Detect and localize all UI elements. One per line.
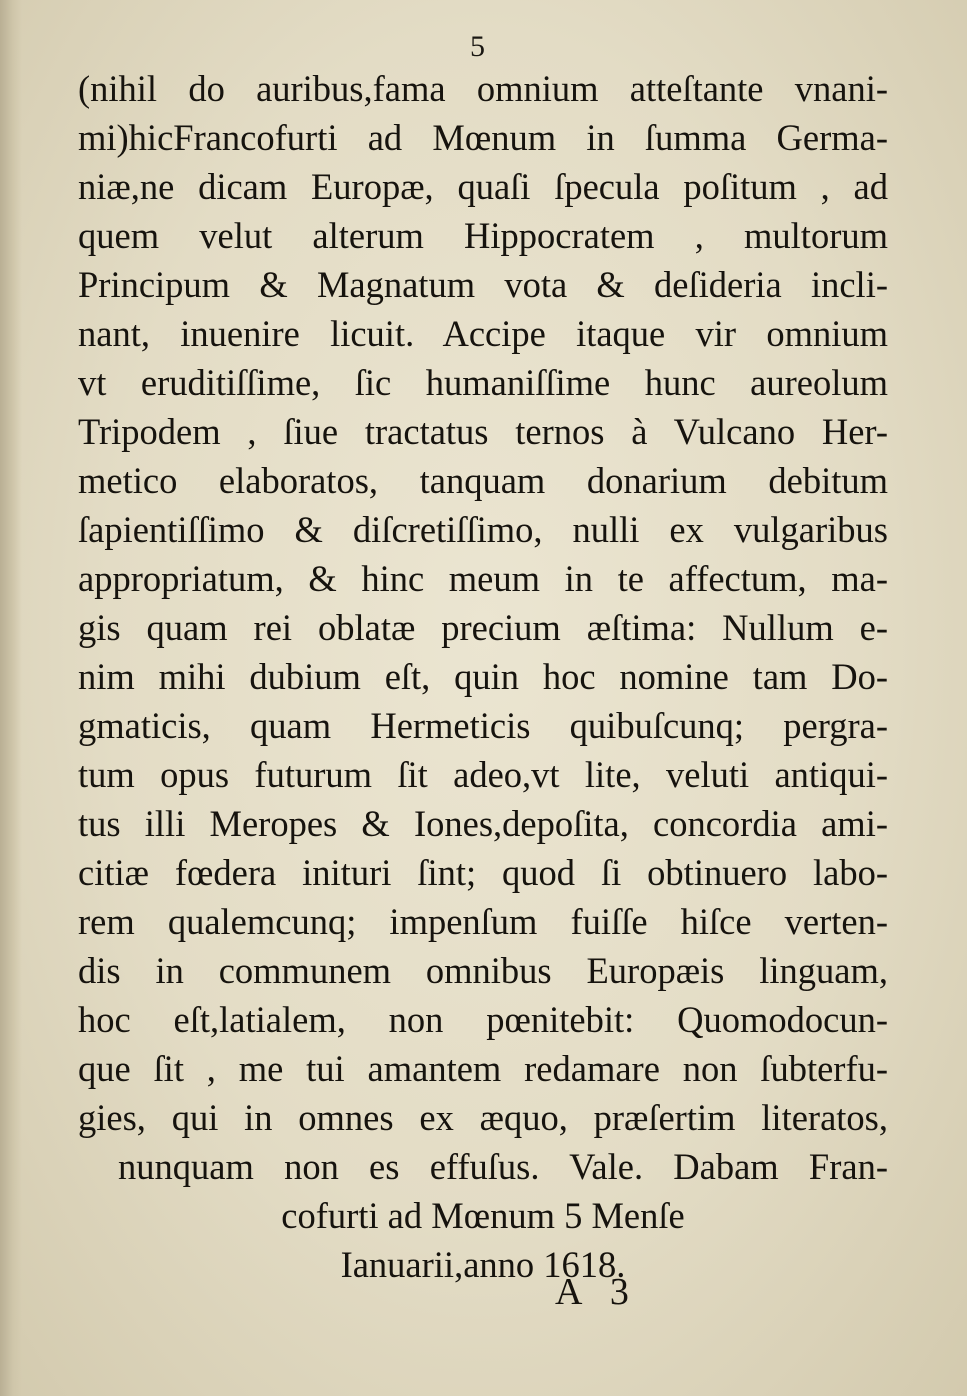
text-line: tum opus futurum ſit adeo,vt lite, veluti antiqui- <box>78 754 888 795</box>
text-line: appropriatum, & hinc meum in te affectum, ma- <box>78 558 888 599</box>
text-line: que ſit , me tui amantem redamare non ſubterfu- <box>78 1048 888 1089</box>
text-line: nim mihi dubium eſt, quin hoc nomine tam Do- <box>78 656 888 697</box>
text-line: gis quam rei oblatæ precium æſtima: Nullum e- <box>78 607 888 648</box>
text-line: dis in communem omnibus Europæis linguam, <box>78 950 888 991</box>
signature-mark: A 3 <box>555 1271 639 1313</box>
text-line: hoc eſt,latialem, non pœnitebit: Quomodocun- <box>78 999 888 1040</box>
text-line: ſapientiſſimo & diſcretiſſimo, nulli ex vulgaribus <box>78 509 888 550</box>
text-line: citiæ fœdera inituri ſint; quod ſi obtinuero labo- <box>78 852 888 893</box>
text-line: rem qualemcunq; impenſum fuiſſe hiſce verten- <box>78 901 888 942</box>
text-line: vt eruditiſſime, ſic humaniſſime hunc aureolum <box>78 362 888 403</box>
text-line: Tripodem , ſiue tractatus ternos à Vulcano Her- <box>78 411 888 452</box>
text-line: Principum & Magnatum vota & deſideria incli- <box>78 264 888 305</box>
text-line: tus illi Meropes & Iones,depoſita, concordia ami- <box>78 803 888 844</box>
latin-text-block <box>78 64 888 1289</box>
text-line: gmaticis, quam Hermeticis quibuſcunq; pergra- <box>78 705 888 746</box>
page-number: 5 <box>470 30 485 63</box>
page-edge-shadow <box>0 0 22 1396</box>
text-line: mi)hicFrancofurti ad Mœnum in ſumma Germa- <box>78 117 888 158</box>
date-line: Ianuarii,anno 1618. <box>340 1244 626 1285</box>
closing-line: cofurti ad Mœnum 5 Menſe <box>281 1195 685 1236</box>
text-line: nant, inuenire licuit. Accipe itaque vir omnium <box>78 313 888 354</box>
text-line: gies, qui in omnes ex æquo, præſertim literatos, <box>78 1097 888 1138</box>
text-line: quem velut alterum Hippocratem , multorum <box>78 215 888 256</box>
text-line: niæ,ne dicam Europæ, quaſi ſpecula poſitum , ad <box>78 166 888 207</box>
text-line: nunquam non es effuſus. Vale. Dabam Fran- <box>118 1146 888 1187</box>
text-line: (nihil do auribus,fama omnium atteſtante vnani- <box>78 68 888 109</box>
text-line: metico elaboratos, tanquam donarium debitum <box>78 460 888 501</box>
